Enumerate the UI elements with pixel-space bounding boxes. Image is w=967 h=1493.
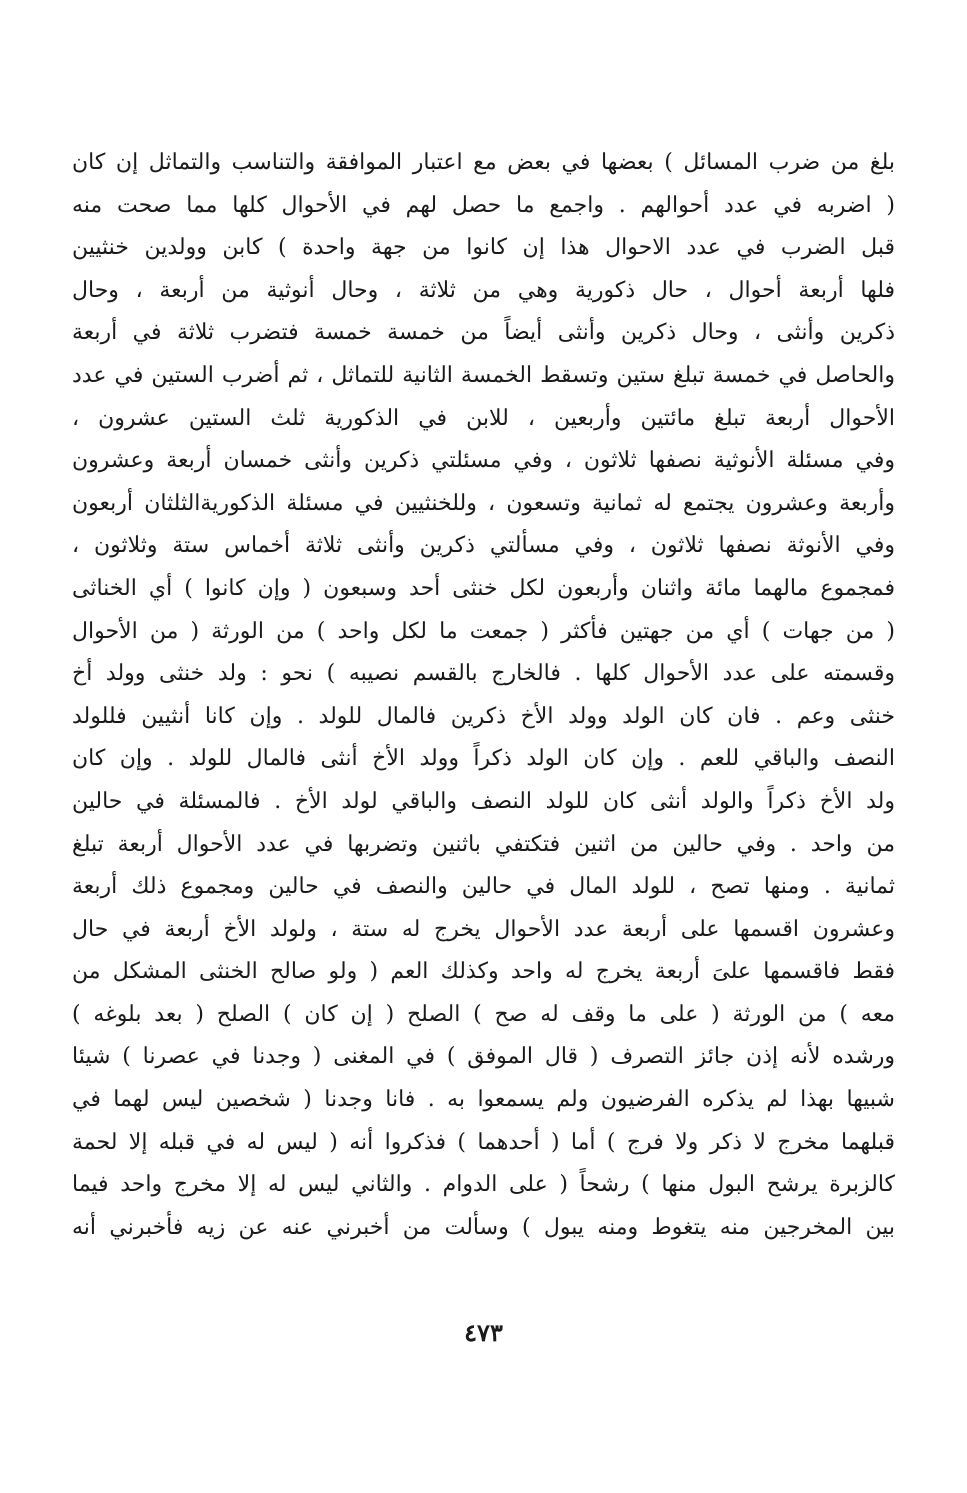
text-line: قبلهما مخرج لا ذكر ولا فرج ) أما ( أحدهما ) فذكروا أنه ( ليس له في قبله إلا لحمة [72,1129,895,1155]
text-line: كالزبرة يرشح البول منها ) رشحاً ( على الدوام . والثاني ليس له إلا مخرج واحد فيما [72,1172,895,1198]
text-line: شبيها بهذا لم يذكره الفرضيون ولم يسمعوا به . فانا وجدنا ( شخصين ليس لهما في [72,1087,895,1113]
text-line: النصف والباقي للعم . وإن كان الولد ذكراً وولد الأخ أنثى فالمال للولد . وإن كان [72,746,895,772]
text-line: فقط فاقسمها علىَ أربعة يخرج له واحد وكذلك العم ( ولو صالح الخنثى المشكل من [72,959,895,985]
text-line: قبل الضرب في عدد الاحوال هذا إن كانوا من جهة واحدة ) كابن وولدين خنثيين [72,235,895,261]
body-text [72,142,895,1249]
text-line: ( اضربه في عدد أحوالهم . واجمع ما حصل لهم في الأحوال كلها مما صحت منه [72,192,895,218]
page-number: ٤٧٣ [464,1318,503,1347]
text-line: فلها أربعة أحوال ، حال ذكورية وهي من ثلاثة ، وحال أنوثية من أربعة ، وحال [72,277,895,303]
text-line: فمجموع مالهما مائة واثنان وأربعون لكل خنثى أحد وسبعون ( وإن كانوا ) أي الخناثى [72,575,895,601]
text-line: ذكرين وأنثى ، وحال ذكرين وأنثى أيضاً من خمسة خمسة فتضرب ثلاثة في أربعة [72,320,895,346]
text-line: وأربعة وعشرون يجتمع له ثمانية وتسعون ، وللخنثيين في مسئلة الذكوريةالثلثان أربعون [72,490,895,516]
text-line: وقسمته على عدد الأحوال كلها . فالخارج بالقسم نصيبه ) نحو : ولد خنثى وولد أخ [72,661,895,687]
text-line: خنثى وعم . فان كان الولد وولد الأخ ذكرين فالمال للولد . وإن كانا أنثيين فللولد [72,703,895,729]
text-line: والحاصل في خمسة تبلغ ستين وتسقط الخمسة الثانية للتماثل ، ثم أضرب الستين في عدد [72,362,895,388]
text-line: بين المخرجين منه يتغوط ومنه يبول ) وسألت من أخبرني عنه عن زيه فأخبرني أنه [72,1214,895,1240]
text-line: معه ) من الورثة ( على ما وقف له صح ) الصلح ( إن كان ) الصلح ( بعد بلوغه ) [72,1001,895,1027]
text-line: من واحد . وفي حالين من اثنين فتكتفي باثنين وتضربها في عدد الأحوال أربعة تبلغ [72,831,895,857]
text-line: ثمانية . ومنها تصح ، للولد المال في حالين والنصف في حالين ومجموع ذلك أربعة [72,874,895,900]
text-line: بلغ من ضرب المسائل ) بعضها في بعض مع اعتبار الموافقة والتناسب والتماثل إن كان [72,150,895,175]
text-line: وعشرون اقسمها على أربعة عدد الأحوال يخرج له ستة ، ولولد الأخ أربعة في حال [72,916,895,942]
text-line: وفي الأنوثة نصفها ثلاثون ، وفي مسألتي ذكرين وأنثى ثلاثة أخماس ستة وثلاثون ، [72,533,895,559]
text-line: ورشده لأنه إذن جائز التصرف ( قال الموفق ) في المغنى ( وجدنا في عصرنا ) شيئا [72,1044,895,1070]
text-line: ( من جهات ) أي من جهتين فأكثر ( جمعت ما لكل واحد ) من الورثة ( من الأحوال [72,618,895,644]
text-line: ولد الأخ ذكراً والولد أنثى كان للولد النصف والباقي لولد الأخ . فالمسئلة في حالين [72,788,895,814]
text-line: الأحوال أربعة تبلغ مائتين وأربعين ، للابن في الذكورية ثلث الستين عشرون ، [72,405,895,431]
text-line: وفي مسئلة الأنوثية نصفها ثلاثون ، وفي مسئلتي ذكرين وأنثى خمسان أربعة وعشرون [72,448,895,474]
